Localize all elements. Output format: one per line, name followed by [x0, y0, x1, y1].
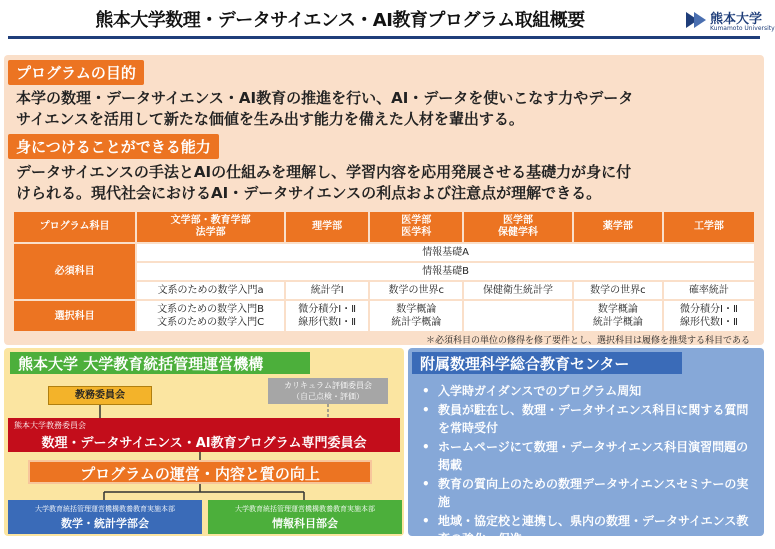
table-header: 工学部 [664, 212, 754, 242]
table-cell: 情報基礎B [137, 263, 754, 280]
program-committee-parent: 熊本大学教務委員会 [14, 421, 86, 430]
list-item: • 入学時ガイダンスでのプログラム周知 [420, 382, 756, 400]
list-item: • 教育の質向上のための数理データサイエンスセミナーの実施 [420, 475, 756, 511]
table-cell: 情報基礎A [137, 244, 754, 261]
table-header: 薬学部 [574, 212, 662, 242]
table-cell: 文系のための数学入門B 文系のための数学入門C [137, 301, 284, 331]
info-division [208, 500, 402, 534]
kyomu-committee: 教務委員会 [48, 386, 152, 405]
table-header: 文学部・教育学部 法学部 [137, 212, 284, 242]
table-header: 医学部 保健学科 [464, 212, 572, 242]
list-item: • ホームページにて数理・データサイエンス科目演習問題の掲載 [420, 438, 756, 474]
ability-heading: 身につけることができる能力 [8, 134, 219, 159]
table-header: 理学部 [286, 212, 368, 242]
table-cell: 保健衛生統計学 [464, 282, 572, 299]
table-cell: 統計学Ⅰ [286, 282, 368, 299]
logo-en: Kumamoto University [710, 25, 775, 32]
ability-text [16, 162, 631, 204]
table-cell: 文系のための数学入門a [137, 282, 284, 299]
table-cell: 数学概論 統計学概論 [574, 301, 662, 331]
math-stats-division-name: 数学・統計学部会 [61, 517, 149, 530]
math-stats-division-parent: 大学教育統括管理運営機構教養教育実施本部 [35, 505, 175, 513]
table-cell [464, 301, 572, 331]
table-note: ＊必須科目の単位の修得を修了要件とし、選択科目は履修を推奨する科目である [425, 336, 750, 346]
purpose-heading: プログラムの目的 [8, 60, 144, 85]
quality-improvement-banner: プログラムの運営・内容と質の向上 [28, 460, 372, 484]
program-committee [8, 418, 400, 452]
list-item: • 教員が駐在し、数理・データサイエンス科目に関する質問を常時受付 [420, 401, 756, 437]
university-logo [684, 6, 775, 36]
required-label: 必須科目 [14, 244, 135, 299]
title-underline [8, 36, 760, 39]
course-table [12, 210, 756, 333]
logo-jp: 熊本大学 [710, 12, 763, 27]
purpose-line-2: サイエンスを活用して新たな価値を生み出す能力を備えた人材を輩出する。 [16, 110, 524, 128]
table-header: 医学部 医学科 [370, 212, 462, 242]
table-cell: 数学の世界c [370, 282, 462, 299]
purpose-text [16, 88, 633, 130]
table-row [14, 244, 754, 261]
table-cell: 微分積分Ⅰ・Ⅱ 線形代数Ⅰ・Ⅱ [286, 301, 368, 331]
math-stats-division [8, 500, 202, 534]
info-division-name: 情報科目部会 [272, 517, 338, 530]
table-cell: 数学概論 統計学概論 [370, 301, 462, 331]
list-item: • 地域・協定校と連携し、県内の数理・データサイエンス教育の強化・促進 [420, 512, 756, 548]
program-committee-name: 数理・データサイエンス・AI教育プログラム専門委員会 [41, 436, 367, 451]
center-activities [420, 382, 756, 549]
org-heading: 熊本大学 大学教育統括管理運営機構 [10, 352, 310, 374]
curriculum-eval-committee: カリキュラム評価委員会 （自己点検・評価） [268, 378, 388, 404]
info-division-parent: 大学教育統括管理運営機構教養教育実施本部 [235, 505, 375, 513]
logo-mark-icon [684, 8, 708, 32]
ability-line-2: けられる。現代社会におけるAI・データサイエンスの利点および注意点が理解できる。 [16, 184, 602, 202]
table-cell: 数学の世界c [574, 282, 662, 299]
table-row [14, 301, 754, 331]
page-title: 熊本大学数理・データサイエンス・AI教育プログラム取組概要 [95, 10, 585, 31]
table-cell: 確率統計 [664, 282, 754, 299]
elective-label: 選択科目 [14, 301, 135, 331]
ability-line-1: データサイエンスの手法とAIの仕組みを理解し、学習内容を応用発展させる基礎力が身に付 [16, 163, 632, 181]
table-header-row [14, 212, 754, 242]
purpose-line-1: 本学の数理・データサイエンス・AI教育の推進を行い、AI・データを使いこなす力やデータ [16, 89, 634, 107]
table-header: プログラム科目 [14, 212, 135, 242]
table-cell: 微分積分Ⅰ・Ⅱ 線形代数Ⅰ・Ⅱ [664, 301, 754, 331]
center-heading: 附属数理科学総合教育センター [412, 352, 682, 374]
